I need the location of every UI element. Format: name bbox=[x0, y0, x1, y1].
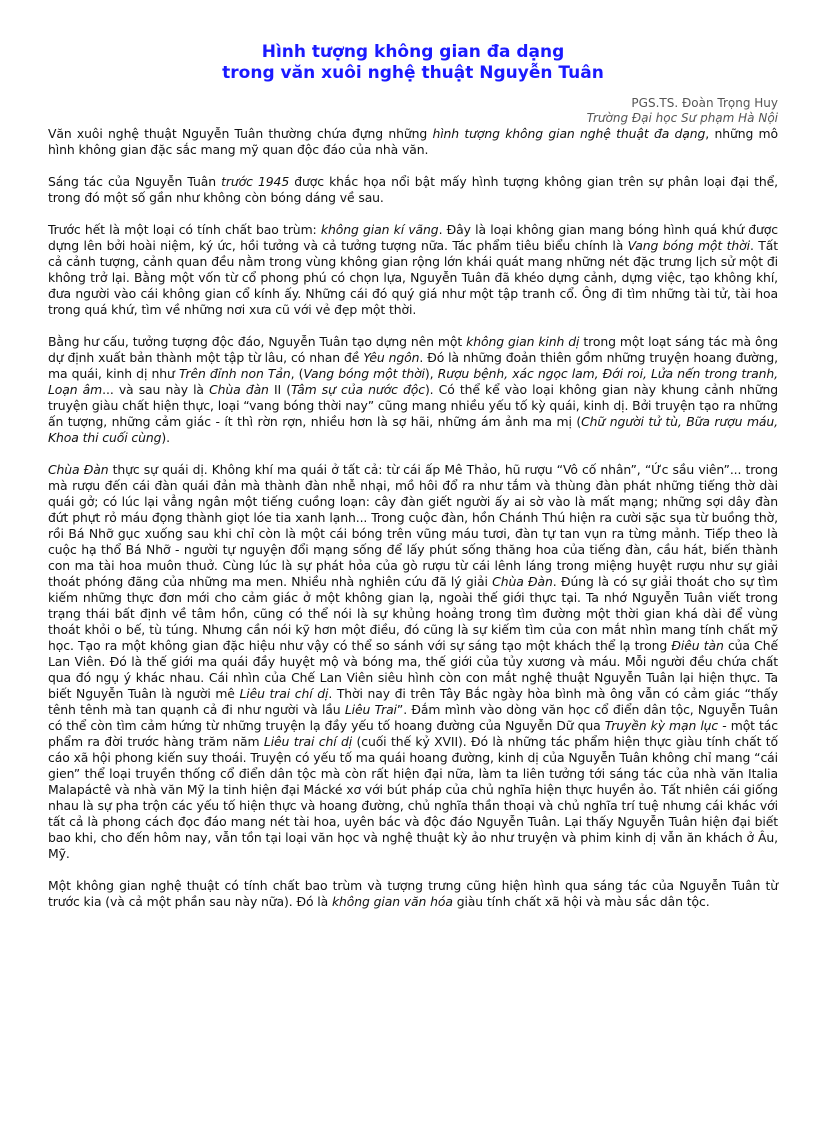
text-run: ). bbox=[161, 430, 170, 445]
text-run: , ( bbox=[290, 366, 304, 381]
text-run: ). Có thể kể vào loại không gian này khung cảnh những truyện giàu chất hiện thực, loại “vang bóng thời nay” cũng mang nhiều yếu tố kỳ quái, kinh dị. Bởi truyện tạo ra những ấn tượng, những cảm giác - ít thì rờn rợn, nhiều hơn là sợ hãi, những ám ảnh ma mị ( bbox=[48, 382, 778, 429]
text-run: . Tất cả cảnh tượng, cảnh quan đều nằm trong vùng không gian rộng lớn khái quát mang những nét đặc trưng lịch sử một đi không trở lại. Bằng một vốn từ cổ phong phú có chọn lựa, Nguyễn Tuân đã khéo dựng cảnh, dựng việc, tạo không khí, đưa người vào cái không gian cổ kính ấy. Những cái đó quý giá như một tập tranh cổ. Ông đi tìm những tài tử, tài hoa trong quá khứ, tìm về những nơi xưa cũ với vẻ đẹp một thời. bbox=[48, 238, 778, 317]
document-title bbox=[48, 42, 778, 84]
italic-run: Vang bóng một thời bbox=[303, 366, 425, 381]
text-run: được khắc họa nổi bật mấy hình tượng không gian trên sự phân loại đại thể, trong đó một số gần như không còn bóng dáng về sau. bbox=[48, 174, 779, 205]
text-run: ”. Đắm mình vào dòng văn học cổ điển dân tộc, Nguyễn Tuân có thể còn tìm cảm hứng từ những truyện lạ đầy yếu tố hoang đường của Nguyễn Dữ qua bbox=[48, 702, 778, 733]
italic-run: Liêu Trai bbox=[344, 702, 397, 717]
text-run: thực sự quái dị. Không khí ma quái ở tất cả: từ cái ấp Mê Thảo, hũ rượu “Vô cố nhân”, “Ức sầu viên”... trong mà rượu đến cái đàn quái đản mà thành đàn nhễ nhại, mồ hôi đổ ra như tắm và thùng đàn phát những tiếng thờ dài quái gở; có lúc lại vẳng ngân một tiếng cuồng loạn: cây đàn giết người ấy ai sờ vào là mất mạng; những sợi dây đàn đứt phựt rỏ máu đọng thành giọt lóe tia xanh lạnh... Trong cuộc đàn, hồn Chánh Thú hiện ra cười sặc sụa từ buồng thờ, rồi Bá Nhỡ gục xuống sau khi chỉ còn là một cái bóng trên vũng máu tươi, đàn tự tan vụn ra từng mảnh. Tiếp theo là cuộc hạ thổ Bá Nhỡ - người tự nguyện đổi mạng sống để lấy phút sống thăng hoa của tiếng đàn, cầu hát, biến thành con ma tài hoa muôn thuở. Cùng lúc là sự phát hỏa của gò rượu từ cái lênh láng trong miệng huyệt rượu như sự giải thoát phóng đãng của những ma men. Nhiều nhà nghiên cứu đã lý giải bbox=[48, 462, 778, 589]
italic-run: Yêu ngôn bbox=[363, 350, 420, 365]
author-name: PGS.TS. Đoàn Trọng Huy bbox=[631, 96, 778, 110]
author-block bbox=[48, 96, 778, 126]
author-affiliation: Trường Đại học Sư phạm Hà Nội bbox=[586, 111, 778, 125]
italic-run: Truyền kỳ mạn lục bbox=[604, 718, 719, 733]
italic-run: Chùa đàn bbox=[209, 382, 269, 397]
text-run: của Chế Lan Viên. Đó là thế giới ma quái đầy huyệt mộ và bóng ma, thế giới của tủy xương và máu. Mỗi người đều chứa chất qua đó ngụ ý khác nhau. Cái nhìn của Chế Lan Viên siêu hình còn con mắt nghệ thuật Nguyễn Tuân lại hiện thực. Ta biết Nguyễn Tuân là người mê bbox=[48, 638, 778, 701]
paragraph bbox=[48, 334, 778, 446]
italic-run: hình tượng không gian nghệ thuật đa dạng bbox=[432, 126, 706, 141]
text-run: (cuối thế kỷ XVII). Đó là những tác phẩm hiện thực giàu tính chất tố cáo xã hội phong kiến suy thoái. Truyện có yếu tố ma quái hoang đường, kinh dị của Nguyễn Tuân không chỉ mang “cái gien” thể loại truyền thống cổ điển dân tộc mà còn rất hiện đại nữa, làm ta liên tưởng tới sáng tác của nhà văn Italia Malapáctê và nhà văn Mỹ la tinh hiện đại Mácké xơ với bút pháp của chủ nghĩa hiện thực huyền ảo. Tất nhiên cái giống nhau là sự pha trộn các yếu tố hiện thực và hoang đường, chủ nghĩa thần thoại và chủ nghĩa trí tuệ nhưng cái khác với tất cả là phong cách đọc đáo mang nét tài hoa, uyên bác và độc đáo Nguyễn Tuân. Lại thấy Nguyễn Tuân hiện đại biết bao khi, cho đến hôm nay, vẫn tồn tại loại văn học và nghệ thuật kỳ ảo như truyện và phim kinh dị vẫn ăn khách ở Âu, Mỹ. bbox=[48, 734, 778, 861]
document-page bbox=[48, 42, 778, 926]
text-run: trong một loạt sáng tác mà ông dự định xuất bản thành một tập từ lâu, có nhan đề bbox=[48, 334, 778, 365]
italic-run: không gian văn hóa bbox=[331, 894, 453, 909]
title-line-1: Hình tượng không gian đa dạng bbox=[261, 42, 565, 62]
italic-run: Chùa Đàn bbox=[492, 574, 553, 589]
paragraph bbox=[48, 222, 778, 318]
text-run: ... và sau này là bbox=[102, 382, 210, 397]
italic-run: Chùa Đàn bbox=[48, 462, 109, 477]
paragraph bbox=[48, 126, 778, 158]
text-run: Bằng hư cấu, tưởng tượng độc đáo, Nguyễn Tuân tạo dựng nên một bbox=[48, 334, 467, 349]
text-run: Văn xuôi nghệ thuật Nguyễn Tuân thường chứa đựng những bbox=[48, 126, 433, 141]
italic-run: không gian kí vãng bbox=[320, 222, 439, 237]
paragraph bbox=[48, 878, 778, 910]
italic-run: Trên đỉnh non Tản bbox=[178, 366, 291, 381]
italic-run: không gian kinh dị bbox=[466, 334, 580, 349]
text-run: . Đó là những đoản thiên gồm những truyện hoang đường, ma quái, kinh dị như bbox=[48, 350, 778, 381]
italic-run: trước 1945 bbox=[221, 174, 290, 189]
italic-run: Vang bóng một thời bbox=[627, 238, 750, 253]
italic-run: Điêu tàn bbox=[671, 638, 724, 653]
text-run: Một không gian nghệ thuật có tính chất bao trùm và tượng trưng cũng hiện hình qua sáng tác của Nguyễn Tuân từ trước kia (và cả một phần sau này nữa). Đó là bbox=[48, 878, 778, 909]
italic-run: Liêu trai chí dị bbox=[263, 734, 353, 749]
text-run: . Đây là loại không gian mang bóng hình quá khứ được dựng lên bởi hoài niệm, ký ức, hồi tưởng và cả tưởng tượng nữa. Tác phẩm tiêu biểu chính là bbox=[48, 222, 778, 253]
text-run: II ( bbox=[268, 382, 291, 397]
italic-run: Rượu bệnh, xác ngọc lam, Đới roi, Lửa nến trong tranh, Loạn âm bbox=[48, 366, 778, 397]
body-text bbox=[48, 126, 778, 910]
italic-run: Tâm sự của nước độc bbox=[290, 382, 425, 397]
text-run: - một tác phẩm ra đời trước hàng trăm năm bbox=[48, 718, 778, 749]
text-run: . Thời nay đi trên Tây Bắc ngày hòa bình mà ông vẫn có cảm giác “thấy tênh tênh mà tan quạnh cả đi như người và lầu bbox=[48, 686, 779, 717]
text-run: ), bbox=[424, 366, 438, 381]
text-run: Trước hết là một loại có tính chất bao trùm: bbox=[48, 222, 321, 237]
text-run: Sáng tác của Nguyễn Tuân bbox=[48, 174, 222, 189]
text-run: , những mô hình không gian đặc sắc mang mỹ quan độc đáo của nhà văn. bbox=[48, 126, 778, 157]
italic-run: Chữ người tử tù, Bữa rượu máu, Khoa thi cuối cùng bbox=[48, 414, 779, 445]
paragraph bbox=[48, 462, 778, 862]
paragraph bbox=[48, 174, 778, 206]
title-line-2: trong văn xuôi nghệ thuật Nguyễn Tuân bbox=[222, 63, 604, 83]
text-run: giàu tính chất xã hội và màu sắc dân tộc. bbox=[452, 894, 710, 909]
italic-run: Liêu trai chí dị bbox=[239, 686, 329, 701]
text-run: . Đúng là có sự giải thoát cho sự tìm kiếm những thực đơn mới cho cảm giác ở một không gian lạ, ngoài thế giới thực tại. Ta nhớ Nguyễn Tuân viết trong trạng thái bất định về tâm hồn, cũng có thể nói là sự khủng hoảng trong tìm đường một thời gian khá dài để vùng thoát khỏi o bế, tù túng. Nhưng cần nói kỹ hơn một điều, đó cũng là sự kiếm tìm của con mắt nhìn mang tính chất mỹ học. Tạo ra một không gian đặc hiệu như vậy có thể so sánh với sự sáng tạo một khách thể lạ trong bbox=[48, 574, 778, 653]
